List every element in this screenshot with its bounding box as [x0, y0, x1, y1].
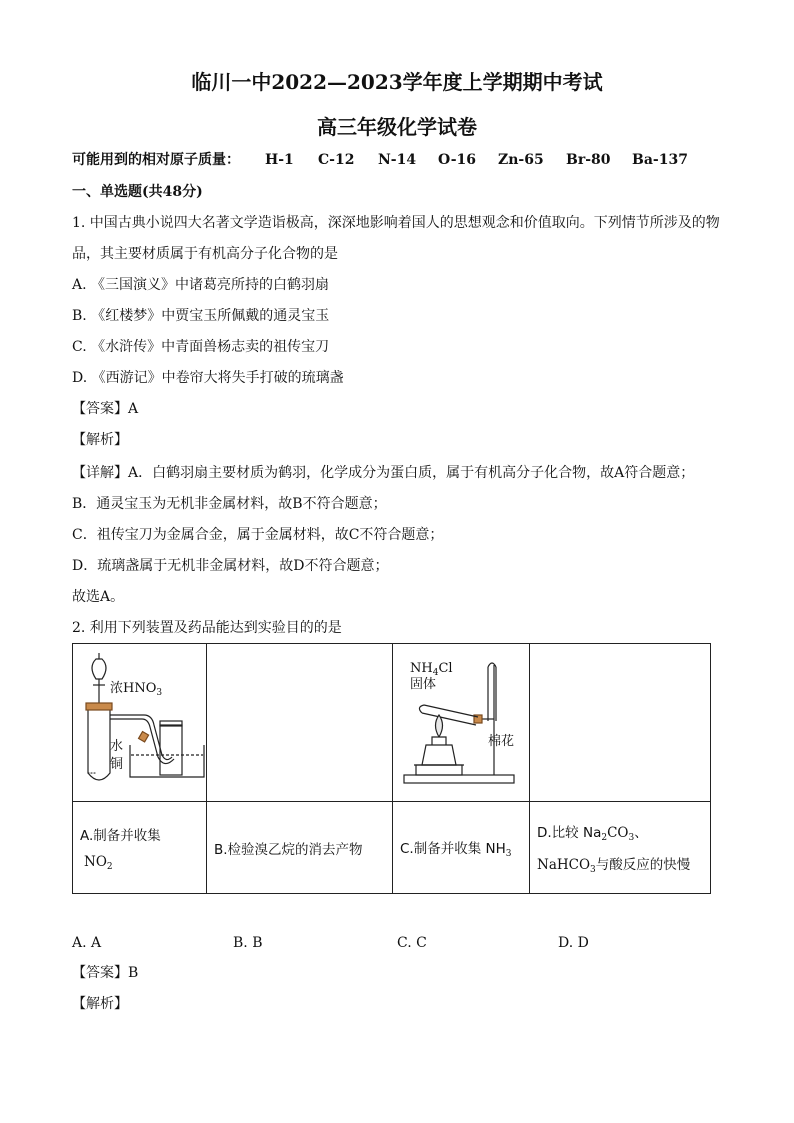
q2-option-cell-c	[393, 802, 530, 894]
q1-detail-d: D．琉璃盏属于无机非金属材料，故D不符合题意；	[72, 558, 389, 574]
q2-choice-d: D. D	[558, 935, 589, 951]
q2-option-cell-d	[530, 802, 711, 894]
q2-option-c-text: C.制备并收集 $NH_3$	[400, 840, 512, 859]
page-title: 临川一中2022—2023学年度上学期期中考试	[191, 70, 603, 94]
q2-figure-cell-b	[207, 644, 393, 802]
q1-detail-a: 【详解】A．白鹤羽扇主要材质为鹤羽，化学成分为蛋白质，属于有机高分子化合物，故A符合题意；	[72, 465, 695, 481]
atomic-mass-br: Br-80	[566, 152, 611, 168]
q1-answer: 【答案】A	[72, 401, 139, 417]
q1-stem-line2: 品，其主要材质属于有机高分子化合物的是	[72, 246, 338, 262]
q2-fig-a-copper-label: 铜	[110, 757, 124, 772]
q2-fig-a-water-label: 水	[110, 739, 124, 754]
q2-analysis-label: 【解析】	[72, 996, 128, 1012]
q2-choice-c: C. C	[397, 935, 427, 951]
q2-option-cell-a	[73, 802, 207, 894]
q2-stem: 2. 利用下列装置及药品能达到实验目的的是	[72, 620, 342, 636]
atomic-mass-o: O-16	[438, 152, 477, 168]
q1-detail-c: C．祖传宝刀为金属合金，属于金属材料，故C不符合题意；	[72, 527, 444, 543]
atomic-mass-label: 可能用到的相对原子质量：	[72, 152, 240, 168]
q1-option-d: D. 《西游记》中卷帘大将失手打破的琉璃盏	[72, 370, 344, 386]
atomic-mass-c: C-12	[318, 152, 355, 168]
atomic-mass-h: H-1	[265, 152, 294, 168]
q2-option-b-text: B.检验溴乙烷的消去产物	[214, 841, 363, 858]
q2-option-a-line1: A.制备并收集	[80, 827, 161, 844]
q2-fig-c-solid-label: 固体	[410, 677, 437, 692]
q2-fig-c-cotton-label: 棉花	[488, 734, 515, 749]
q2-fig-c-nh4cl-label: $NH_4Cl$	[410, 661, 453, 678]
q2-option-cell-b	[207, 802, 393, 894]
svg-text:°°°: °°°	[87, 772, 96, 779]
section-title: 一、单选题(共48分)	[72, 184, 203, 200]
q2-choice-a: A. A	[72, 935, 102, 951]
q1-option-c: C. 《水浒传》中青面兽杨志卖的祖传宝刀	[72, 339, 330, 355]
q1-analysis-label: 【解析】	[72, 432, 128, 448]
q1-stem-line1: 1. 中国古典小说四大名著文学造诣极高，深深地影响着国人的思想观念和价值取向。下列情节所涉及的物	[72, 215, 720, 231]
q2-fig-a-acid-label: 浓$HNO_3$	[110, 681, 163, 698]
q1-detail-b: B．通灵宝玉为无机非金属材料，故B不符合题意；	[72, 496, 387, 512]
q1-option-a: A. 《三国演义》中诸葛亮所持的白鹤羽扇	[72, 277, 330, 293]
q1-detail-conclusion: 故选A。	[72, 589, 125, 605]
q2-option-d-line2: NaHCO$_3$与酸反应的快慢	[537, 856, 691, 875]
q2-answer: 【答案】B	[72, 965, 139, 981]
atomic-mass-ba: Ba-137	[632, 152, 688, 168]
q2-option-a-line2: $NO_2$	[84, 853, 113, 872]
q2-option-d-line1: D.比较 $Na_2CO_3$、	[537, 824, 648, 843]
q2-figure-cell-d	[530, 644, 711, 802]
atomic-mass-zn: Zn-65	[498, 152, 544, 168]
q2-choice-b: B. B	[233, 935, 263, 951]
q1-option-b: B. 《红楼梦》中贾宝玉所佩戴的通灵宝玉	[72, 308, 330, 324]
q2-figure-a-apparatus	[74, 645, 206, 800]
atomic-mass-n: N-14	[378, 152, 417, 168]
page-subtitle: 高三年级化学试卷	[317, 115, 477, 139]
